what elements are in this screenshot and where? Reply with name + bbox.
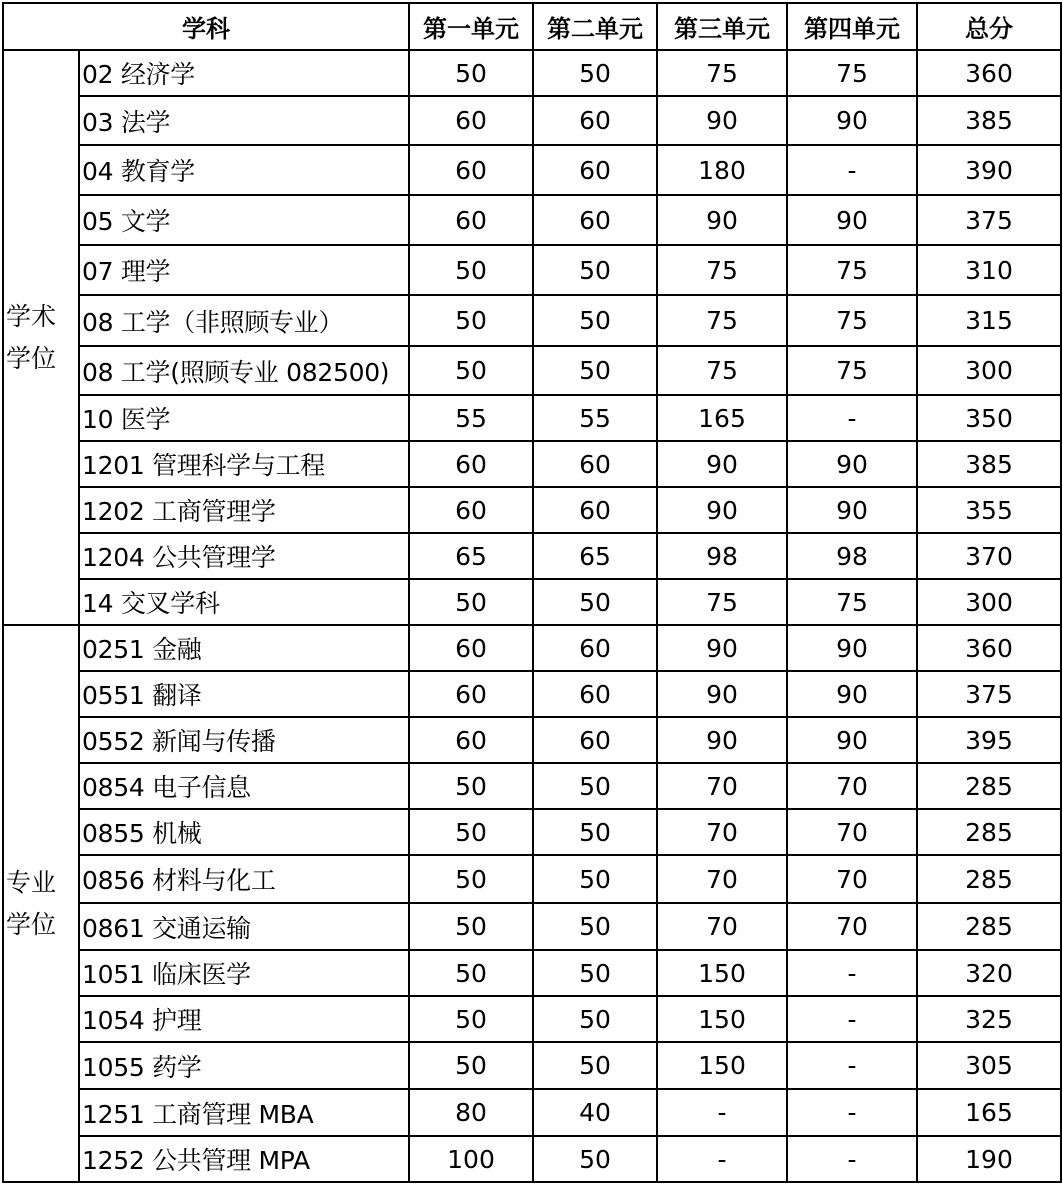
- unit4-score: 90: [787, 96, 917, 145]
- total-score: 315: [917, 295, 1061, 346]
- table-row: [3, 245, 1061, 295]
- unit4-score: 75: [787, 295, 917, 346]
- table-row: [3, 533, 1061, 579]
- unit3-score: 75: [657, 295, 787, 346]
- unit1-score: 50: [409, 579, 533, 625]
- unit3-score: 180: [657, 145, 787, 195]
- unit2-score: 60: [533, 717, 657, 763]
- unit3-score: 70: [657, 809, 787, 855]
- degree-category: 专业学位: [3, 625, 79, 1182]
- unit1-score: 60: [409, 195, 533, 245]
- unit3-score: 90: [657, 487, 787, 533]
- unit3-score: 90: [657, 625, 787, 671]
- unit1-score: 50: [409, 763, 533, 809]
- unit3-score: 75: [657, 346, 787, 395]
- unit3-score: 90: [657, 717, 787, 763]
- subject-cell: 1054 护理: [79, 996, 409, 1042]
- total-score: 190: [917, 1136, 1061, 1182]
- total-score: 285: [917, 903, 1061, 950]
- unit2-score: 50: [533, 579, 657, 625]
- subject-cell: 0854 电子信息: [79, 763, 409, 809]
- table-row: [3, 1136, 1061, 1182]
- total-score: 395: [917, 717, 1061, 763]
- unit4-score: 70: [787, 903, 917, 950]
- unit4-score: -: [787, 996, 917, 1042]
- table-row: [3, 671, 1061, 717]
- unit1-score: 50: [409, 245, 533, 295]
- header-row: [3, 3, 1061, 50]
- unit2-score: 60: [533, 671, 657, 717]
- total-score: 390: [917, 145, 1061, 195]
- unit3-score: -: [657, 1136, 787, 1182]
- unit3-score: 165: [657, 395, 787, 441]
- unit1-score: 60: [409, 717, 533, 763]
- unit1-score: 60: [409, 487, 533, 533]
- unit1-score: 50: [409, 950, 533, 996]
- unit4-score: -: [787, 1042, 917, 1089]
- unit4-score: -: [787, 395, 917, 441]
- total-score: 310: [917, 245, 1061, 295]
- subject-cell: 1201 管理科学与工程: [79, 441, 409, 487]
- unit1-score: 100: [409, 1136, 533, 1182]
- unit4-score: 75: [787, 579, 917, 625]
- unit2-score: 50: [533, 950, 657, 996]
- unit4-score: 90: [787, 671, 917, 717]
- header-unit4: 第四单元: [787, 3, 917, 50]
- unit1-score: 60: [409, 441, 533, 487]
- unit3-score: 150: [657, 996, 787, 1042]
- unit2-score: 60: [533, 441, 657, 487]
- unit3-score: 75: [657, 579, 787, 625]
- unit4-score: 90: [787, 441, 917, 487]
- unit4-score: 90: [787, 487, 917, 533]
- total-score: 375: [917, 671, 1061, 717]
- total-score: 300: [917, 579, 1061, 625]
- unit1-score: 50: [409, 855, 533, 903]
- unit2-score: 50: [533, 855, 657, 903]
- unit4-score: 70: [787, 809, 917, 855]
- subject-cell: 07 理学: [79, 245, 409, 295]
- table-row: [3, 441, 1061, 487]
- subject-cell: 08 工学（非照顾专业）: [79, 295, 409, 346]
- header-unit3: 第三单元: [657, 3, 787, 50]
- unit2-score: 50: [533, 50, 657, 96]
- unit4-score: 75: [787, 245, 917, 295]
- subject-cell: 0551 翻译: [79, 671, 409, 717]
- unit2-score: 60: [533, 625, 657, 671]
- subject-cell: 05 文学: [79, 195, 409, 245]
- unit1-score: 50: [409, 346, 533, 395]
- total-score: 385: [917, 96, 1061, 145]
- unit1-score: 50: [409, 50, 533, 96]
- table-body: [3, 50, 1061, 1182]
- total-score: 305: [917, 1042, 1061, 1089]
- unit1-score: 80: [409, 1089, 533, 1136]
- table-row: [3, 50, 1061, 96]
- table-row: [3, 1089, 1061, 1136]
- table-row: [3, 346, 1061, 395]
- unit1-score: 50: [409, 295, 533, 346]
- unit1-score: 50: [409, 809, 533, 855]
- unit3-score: 90: [657, 671, 787, 717]
- unit2-score: 60: [533, 96, 657, 145]
- table-row: [3, 717, 1061, 763]
- total-score: 325: [917, 996, 1061, 1042]
- unit3-score: 75: [657, 50, 787, 96]
- table-row: [3, 625, 1061, 671]
- table-row: [3, 903, 1061, 950]
- unit3-score: 98: [657, 533, 787, 579]
- total-score: 285: [917, 809, 1061, 855]
- unit3-score: 150: [657, 950, 787, 996]
- unit3-score: 90: [657, 195, 787, 245]
- unit3-score: 90: [657, 96, 787, 145]
- total-score: 285: [917, 763, 1061, 809]
- header-unit2: 第二单元: [533, 3, 657, 50]
- table-row: [3, 195, 1061, 245]
- unit1-score: 60: [409, 145, 533, 195]
- unit4-score: 70: [787, 763, 917, 809]
- unit1-score: 60: [409, 671, 533, 717]
- subject-cell: 08 工学(照顾专业 082500): [79, 346, 409, 395]
- table-row: [3, 487, 1061, 533]
- unit2-score: 50: [533, 809, 657, 855]
- table-row: [3, 763, 1061, 809]
- unit1-score: 60: [409, 96, 533, 145]
- subject-cell: 03 法学: [79, 96, 409, 145]
- header-unit1: 第一单元: [409, 3, 533, 50]
- subject-cell: 1252 公共管理 MPA: [79, 1136, 409, 1182]
- unit3-score: 70: [657, 763, 787, 809]
- unit4-score: -: [787, 1089, 917, 1136]
- unit1-score: 50: [409, 1042, 533, 1089]
- subject-cell: 0552 新闻与传播: [79, 717, 409, 763]
- subject-cell: 1202 工商管理学: [79, 487, 409, 533]
- unit3-score: 70: [657, 903, 787, 950]
- unit1-score: 65: [409, 533, 533, 579]
- unit2-score: 60: [533, 487, 657, 533]
- header-subject: 学科: [3, 3, 409, 50]
- unit2-score: 50: [533, 346, 657, 395]
- total-score: 300: [917, 346, 1061, 395]
- subject-cell: 0856 材料与化工: [79, 855, 409, 903]
- unit4-score: 75: [787, 50, 917, 96]
- unit2-score: 50: [533, 763, 657, 809]
- subject-cell: 1204 公共管理学: [79, 533, 409, 579]
- subject-cell: 0251 金融: [79, 625, 409, 671]
- total-score: 375: [917, 195, 1061, 245]
- table-row: [3, 950, 1061, 996]
- degree-category: 学术学位: [3, 50, 79, 625]
- unit2-score: 50: [533, 245, 657, 295]
- table-row: [3, 855, 1061, 903]
- unit1-score: 55: [409, 395, 533, 441]
- unit2-score: 55: [533, 395, 657, 441]
- unit3-score: 75: [657, 245, 787, 295]
- total-score: 355: [917, 487, 1061, 533]
- unit4-score: 75: [787, 346, 917, 395]
- unit4-score: -: [787, 950, 917, 996]
- unit4-score: -: [787, 145, 917, 195]
- table-row: [3, 996, 1061, 1042]
- unit2-score: 40: [533, 1089, 657, 1136]
- table-row: [3, 579, 1061, 625]
- subject-cell: 1051 临床医学: [79, 950, 409, 996]
- unit2-score: 50: [533, 903, 657, 950]
- unit1-score: 50: [409, 996, 533, 1042]
- unit2-score: 50: [533, 996, 657, 1042]
- unit2-score: 50: [533, 295, 657, 346]
- unit4-score: 90: [787, 195, 917, 245]
- total-score: 360: [917, 50, 1061, 96]
- subject-cell: 1055 药学: [79, 1042, 409, 1089]
- table-row: [3, 395, 1061, 441]
- unit4-score: 90: [787, 717, 917, 763]
- total-score: 370: [917, 533, 1061, 579]
- unit3-score: 150: [657, 1042, 787, 1089]
- total-score: 285: [917, 855, 1061, 903]
- total-score: 350: [917, 395, 1061, 441]
- table-row: [3, 1042, 1061, 1089]
- unit2-score: 50: [533, 1042, 657, 1089]
- total-score: 385: [917, 441, 1061, 487]
- unit3-score: 70: [657, 855, 787, 903]
- unit4-score: 90: [787, 625, 917, 671]
- unit3-score: -: [657, 1089, 787, 1136]
- unit4-score: 98: [787, 533, 917, 579]
- unit2-score: 50: [533, 1136, 657, 1182]
- unit2-score: 60: [533, 195, 657, 245]
- subject-cell: 14 交叉学科: [79, 579, 409, 625]
- score-table: [2, 2, 1062, 1183]
- total-score: 360: [917, 625, 1061, 671]
- unit4-score: -: [787, 1136, 917, 1182]
- table-row: [3, 145, 1061, 195]
- subject-cell: 10 医学: [79, 395, 409, 441]
- subject-cell: 02 经济学: [79, 50, 409, 96]
- total-score: 165: [917, 1089, 1061, 1136]
- table-row: [3, 809, 1061, 855]
- table-row: [3, 295, 1061, 346]
- unit2-score: 65: [533, 533, 657, 579]
- subject-cell: 1251 工商管理 MBA: [79, 1089, 409, 1136]
- subject-cell: 0861 交通运输: [79, 903, 409, 950]
- unit1-score: 60: [409, 625, 533, 671]
- total-score: 320: [917, 950, 1061, 996]
- unit3-score: 90: [657, 441, 787, 487]
- subject-cell: 04 教育学: [79, 145, 409, 195]
- table-row: [3, 96, 1061, 145]
- unit2-score: 60: [533, 145, 657, 195]
- header-total: 总分: [917, 3, 1061, 50]
- unit4-score: 70: [787, 855, 917, 903]
- subject-cell: 0855 机械: [79, 809, 409, 855]
- unit1-score: 50: [409, 903, 533, 950]
